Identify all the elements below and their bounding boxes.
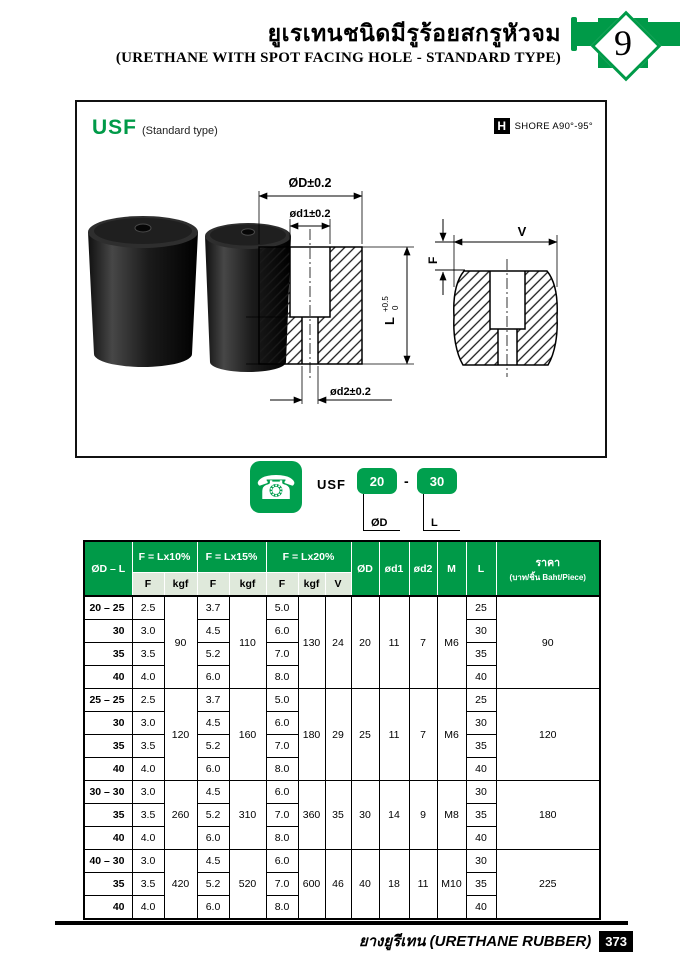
table-cell: 30: [466, 712, 496, 735]
cell-size: 20 – 25: [84, 596, 132, 620]
spec-row: [84, 596, 600, 620]
hardness-rating: [494, 118, 593, 134]
table-cell: 25: [466, 689, 496, 712]
col-header-price: [496, 541, 600, 596]
header-row-groups: [84, 541, 600, 573]
table-cell: 40: [466, 896, 496, 920]
dim-length: [381, 296, 400, 325]
hardness-value: SHORE A90°-95°: [514, 120, 593, 132]
col-header-f20: F = Lx20%: [266, 541, 351, 573]
table-cell: 4.5: [197, 781, 229, 804]
table-cell: 40: [466, 827, 496, 850]
product-type-label: (Standard type): [142, 125, 218, 137]
table-cell: M10: [437, 850, 466, 920]
table-cell: 3.0: [132, 712, 164, 735]
order-code-prefix: USF: [317, 477, 346, 492]
svg-text:L: L: [382, 317, 397, 325]
table-cell: 6.0: [197, 827, 229, 850]
compressed-body: [454, 271, 557, 365]
table-cell: 90: [164, 596, 197, 689]
subcol-f20-kgf: kgf: [298, 573, 325, 597]
cell-size: 40: [84, 758, 132, 781]
table-cell: 3.0: [132, 620, 164, 643]
table-cell: 7: [409, 689, 437, 781]
table-cell: 2.5: [132, 689, 164, 712]
order-length-leader: [423, 494, 460, 531]
cell-size: 40: [84, 896, 132, 920]
table-cell: 9: [409, 781, 437, 850]
table-cell: 11: [379, 596, 409, 689]
section-bar-endcap: [571, 17, 577, 51]
dim-hole-diameter: ød2±0.2: [330, 386, 371, 398]
table-cell: 30: [466, 850, 496, 873]
cell-price: 180: [496, 781, 600, 850]
table-cell: 25: [351, 689, 379, 781]
subcol-f15-f: F: [197, 573, 229, 597]
order-separator: -: [404, 473, 409, 489]
table-cell: 600: [298, 850, 325, 920]
cell-size: 40: [84, 666, 132, 689]
table-cell: 8.0: [266, 896, 298, 920]
cell-size: 35: [84, 804, 132, 827]
subcol-f20-f: F: [266, 573, 298, 597]
table-cell: 6.0: [266, 781, 298, 804]
table-cell: 46: [325, 850, 351, 920]
table-cell: 5.2: [197, 873, 229, 896]
table-cell: M6: [437, 596, 466, 689]
footer-rule: [55, 921, 628, 925]
table-cell: 5.2: [197, 804, 229, 827]
table-cell: 6.0: [197, 896, 229, 920]
table-cell: 8.0: [266, 758, 298, 781]
table-cell: 5.0: [266, 596, 298, 620]
svg-text:0: 0: [391, 305, 400, 310]
table-cell: 4.5: [197, 850, 229, 873]
spec-row: [84, 689, 600, 712]
table-cell: 4.5: [197, 620, 229, 643]
table-cell: 7: [409, 596, 437, 689]
table-cell: 7.0: [266, 873, 298, 896]
table-cell: 4.0: [132, 666, 164, 689]
price-label-thai: ราคา: [535, 556, 560, 569]
footer-category-label: ยางยูรีเทน (URETHANE RUBBER): [358, 933, 592, 950]
table-cell: 4.0: [132, 827, 164, 850]
col-header-l: L: [466, 541, 496, 596]
cell-size: 35: [84, 643, 132, 666]
table-cell: 3.5: [132, 804, 164, 827]
table-cell: 35: [466, 735, 496, 758]
table-cell: 40: [466, 666, 496, 689]
order-diameter-label: ØD: [371, 517, 388, 529]
table-cell: 2.5: [132, 596, 164, 620]
table-cell: 35: [466, 804, 496, 827]
table-cell: 3.5: [132, 735, 164, 758]
table-cell: 5.2: [197, 735, 229, 758]
spec-table: [83, 540, 601, 920]
table-cell: 420: [164, 850, 197, 920]
footer: [359, 929, 633, 953]
table-cell: 180: [298, 689, 325, 781]
table-cell: M6: [437, 689, 466, 781]
table-cell: 130: [298, 596, 325, 689]
dim-deflection: [426, 257, 440, 264]
col-header-f15: F = Lx15%: [197, 541, 266, 573]
cell-price: 120: [496, 689, 600, 781]
page-number: 373: [599, 931, 633, 952]
table-cell: 260: [164, 781, 197, 850]
table-cell: 120: [164, 689, 197, 781]
table-cell: 360: [298, 781, 325, 850]
subcol-f10-kgf: kgf: [164, 573, 197, 597]
dim-outer-diameter: ØD±0.2: [288, 176, 332, 190]
section-body: [259, 247, 362, 364]
cell-size: 30: [84, 620, 132, 643]
cell-size: 35: [84, 873, 132, 896]
product-code-line: [92, 116, 218, 140]
col-header-f10: F = Lx10%: [132, 541, 197, 573]
product-box: [75, 100, 607, 458]
col-header-d2: ød2: [409, 541, 437, 596]
table-cell: 7.0: [266, 643, 298, 666]
spec-row: [84, 781, 600, 804]
price-label-unit: (บาท/ชิ้น Baht/Piece): [509, 572, 586, 582]
table-cell: 29: [325, 689, 351, 781]
spec-row: [84, 850, 600, 873]
product-code: USF: [92, 116, 137, 139]
hardness-icon: H: [494, 118, 510, 134]
table-cell: 18: [379, 850, 409, 920]
table-cell: 110: [229, 596, 266, 689]
table-cell: 4.0: [132, 896, 164, 920]
table-cell: 24: [325, 596, 351, 689]
col-header-m: M: [437, 541, 466, 596]
table-cell: 11: [409, 850, 437, 920]
subcol-f15-kgf: kgf: [229, 573, 266, 597]
page-title-thai: ยูเรเทนชนิดมีรูร้อยสกรูหัวจม: [267, 20, 561, 46]
svg-text:F: F: [426, 256, 440, 264]
table-cell: 6.0: [197, 666, 229, 689]
spec-table-body: [84, 596, 600, 919]
cell-size: 40: [84, 827, 132, 850]
cross-section-drawing: [242, 167, 602, 447]
table-cell: 8.0: [266, 827, 298, 850]
table-cell: 7.0: [266, 735, 298, 758]
cell-size: 30: [84, 712, 132, 735]
table-cell: 11: [379, 689, 409, 781]
table-cell: 8.0: [266, 666, 298, 689]
order-length-label: L: [431, 517, 438, 529]
cell-price: 90: [496, 596, 600, 689]
dim-compressed-width: V: [517, 224, 527, 239]
table-cell: 3.0: [132, 781, 164, 804]
table-cell: M8: [437, 781, 466, 850]
subcol-f10-f: F: [132, 573, 164, 597]
table-cell: 35: [466, 643, 496, 666]
table-cell: 3.7: [197, 596, 229, 620]
page-title-english: (URETHANE WITH SPOT FACING HOLE - STANDARD TYPE): [115, 50, 561, 66]
table-cell: 14: [379, 781, 409, 850]
table-cell: 3.5: [132, 643, 164, 666]
table-cell: 30: [466, 620, 496, 643]
order-length-chip: 30: [417, 468, 457, 494]
table-cell: 30: [351, 781, 379, 850]
table-cell: 520: [229, 850, 266, 920]
table-cell: 40: [466, 758, 496, 781]
table-cell: 6.0: [197, 758, 229, 781]
table-cell: 35: [466, 873, 496, 896]
cell-size: 35: [84, 735, 132, 758]
order-diameter-chip: 20: [357, 468, 397, 494]
cell-size: 25 – 25: [84, 689, 132, 712]
col-header-size: ØD – L: [84, 541, 132, 596]
table-cell: 30: [466, 781, 496, 804]
table-cell: 160: [229, 689, 266, 781]
table-cell: 6.0: [266, 712, 298, 735]
table-cell: 6.0: [266, 850, 298, 873]
table-cell: 3.0: [132, 850, 164, 873]
table-cell: 35: [325, 781, 351, 850]
table-cell: 3.7: [197, 689, 229, 712]
table-cell: 25: [466, 596, 496, 620]
table-cell: 40: [351, 850, 379, 920]
table-cell: 3.5: [132, 873, 164, 896]
table-cell: 6.0: [266, 620, 298, 643]
section-number: 9: [614, 23, 632, 63]
svg-text:+0.5: +0.5: [381, 296, 390, 312]
cell-price: 225: [496, 850, 600, 920]
col-header-od: ØD: [351, 541, 379, 596]
order-diameter-leader: [363, 494, 400, 531]
col-header-d1: ød1: [379, 541, 409, 596]
table-cell: 7.0: [266, 804, 298, 827]
table-cell: 5.0: [266, 689, 298, 712]
dim-counterbore-diameter: ød1±0.2: [289, 208, 331, 220]
table-cell: 310: [229, 781, 266, 850]
cell-size: 40 – 30: [84, 850, 132, 873]
table-cell: 5.2: [197, 643, 229, 666]
table-cell: 20: [351, 596, 379, 689]
phone-icon: ☎: [250, 461, 302, 513]
table-cell: 4.5: [197, 712, 229, 735]
subcol-f20-v: V: [325, 573, 351, 597]
table-cell: 4.0: [132, 758, 164, 781]
cell-size: 30 – 30: [84, 781, 132, 804]
